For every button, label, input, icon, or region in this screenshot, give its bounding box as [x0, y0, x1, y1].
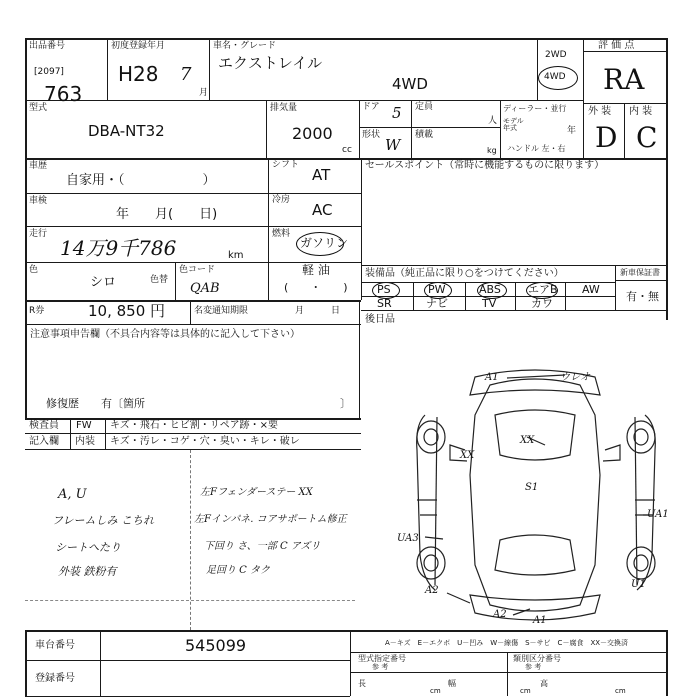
first-reg-label: 初度登録年月 — [111, 41, 166, 51]
year-unit: 年 — [567, 126, 577, 136]
drive-4wd: 4WD — [544, 72, 566, 82]
interior-label: 内装 — [75, 436, 95, 447]
color-code-label: 色コード — [179, 265, 216, 275]
height-unit: cm — [615, 687, 626, 695]
length-unit: cm — [430, 687, 441, 695]
fw-items: キズ・飛石・ヒビ割・リペア跡・×要 — [110, 420, 278, 431]
warranty-label: 新車保証書 — [620, 268, 660, 277]
damage-mark: A2 — [493, 609, 507, 620]
ext-grade: D — [595, 121, 618, 154]
warranty: 有・無 — [626, 290, 659, 303]
color-change-label: 色替 — [150, 275, 169, 285]
mileage-label: 走行 — [29, 229, 48, 239]
width-unit: cm — [520, 687, 531, 695]
car-damage-diagram — [395, 355, 685, 630]
fuel-type: ガソリン — [300, 236, 349, 250]
equipment-label: 装備品（純正品に限り○をつけてください） — [365, 268, 564, 279]
name-change-date: 月 日 — [295, 306, 341, 316]
equip-pw: PW — [428, 283, 446, 296]
type-cert-ref: 参 考 — [372, 663, 389, 671]
car-grade: 4WD — [392, 75, 428, 93]
model-label: 型式 — [29, 103, 48, 113]
chassis-number: 545099 — [185, 636, 247, 655]
repair-history-label: 修復歴 有〔箇所 — [46, 397, 145, 410]
fw-label: FW — [76, 420, 92, 431]
lot-number: 763 — [44, 82, 83, 106]
type-class-ref: 参 考 — [525, 663, 542, 671]
car-name-label: 車名・グレード — [213, 41, 277, 51]
dealer-label: ディーラー・並行 — [503, 104, 567, 113]
name-change-label: 名変通知期限 — [194, 306, 249, 316]
model-year-label: モデル年式 — [503, 117, 524, 132]
load-label: 積載 — [415, 130, 434, 140]
damage-mark: A1 — [533, 615, 547, 626]
color: シロ — [90, 275, 117, 290]
equip-aw: AW — [582, 283, 600, 296]
damage-mark: U1 — [631, 579, 646, 590]
damage-mark: XX — [520, 435, 535, 446]
sales-point-label: セールスポイント（常時に機能するものに限ります） — [365, 160, 605, 171]
chassis-label: 車台番号 — [35, 640, 75, 651]
equip-tv: TV — [482, 297, 497, 310]
length-label: 長 — [358, 679, 366, 688]
damage-mark: UA1 — [647, 509, 669, 520]
note-line: 左Fインパネ. コアサポートム修正 — [194, 514, 347, 525]
caution-label: 注意事項申告欄（不具合内容等は具体的に記入して下さい） — [30, 329, 300, 340]
color-label: 色 — [29, 265, 39, 275]
equip-abs: ABS — [479, 283, 501, 296]
lot-number-label: 出品番号 — [29, 41, 66, 51]
damage-mark: A1 — [485, 372, 499, 383]
aircon-label: 冷房 — [272, 195, 291, 205]
height-label: 高 — [540, 679, 548, 688]
body-shape: W — [385, 136, 401, 154]
width-label: 幅 — [448, 679, 456, 688]
note-line: フレームしみ こちれ — [52, 514, 155, 527]
km-unit: km — [228, 250, 244, 261]
month-unit: 月 — [199, 88, 209, 98]
handle-label: ハンドル 左・右 — [507, 144, 566, 153]
equip-leather: カワ — [531, 297, 553, 310]
note-line: 外装 鉄粉有 — [58, 565, 117, 578]
lot-sub-number: [2097] — [34, 67, 64, 77]
reg-era-year: H28 — [118, 62, 159, 86]
equip-ps: PS — [377, 283, 391, 296]
damage-mark: UA3 — [397, 533, 419, 544]
color-code: QAB — [190, 281, 220, 296]
door-label: ドア — [362, 102, 380, 112]
history-label: 車歴 — [29, 161, 48, 171]
damage-mark: ウレオ — [560, 372, 590, 383]
displacement: 2000 — [292, 124, 333, 143]
int-label: 内 装 — [629, 106, 653, 117]
capacity-label: 定員 — [415, 102, 434, 112]
load-unit: kg — [487, 146, 497, 155]
reg-month: 7 — [180, 64, 192, 85]
note-line: シートへたり — [55, 541, 121, 554]
displacement-label: 排気量 — [270, 103, 298, 113]
mileage: 14万9千786 — [60, 236, 177, 260]
entry-label: 記入欄 — [29, 436, 59, 447]
damage-legend: A－キズ E－エクボ U－凹み W－線傷 S－サビ C－腐食 XX－交換済 — [385, 639, 629, 647]
interior-items: キズ・汚レ・コゲ・穴・臭い・キレ・破レ — [110, 436, 300, 447]
shift-label: シフト — [272, 160, 300, 170]
fuel-diesel: 軽 油 — [302, 263, 330, 277]
shift: AT — [312, 166, 331, 184]
type-class-label: 類別区分番号 — [513, 654, 561, 663]
aircon: AC — [312, 201, 333, 219]
fuel-label: 燃料 — [272, 229, 291, 239]
eval-score: RA — [603, 63, 645, 96]
note-line: 左Fフェンダーステー XX — [200, 487, 313, 498]
fuel-paren: ( ・ ) — [284, 281, 348, 294]
equip-sr: SR — [377, 297, 392, 310]
equip-navi: ナビ — [426, 297, 448, 310]
shape-label: 形状 — [362, 130, 381, 140]
recycle-label: R券 — [29, 306, 45, 316]
note-line: 足回り C タク — [206, 565, 271, 576]
int-grade: C — [636, 121, 658, 154]
car-name: エクストレイル — [218, 54, 323, 72]
eval-label: 評 価 点 — [598, 40, 635, 51]
door-count: 5 — [392, 104, 402, 122]
rear-items-label: 後日品 — [365, 314, 395, 325]
repair-close: 〕 — [340, 397, 351, 410]
vehicle-history: 自家用・（ ） — [66, 173, 216, 188]
note-line: 下回り さ、一部 C アズリ — [204, 541, 321, 552]
drive-2wd: 2WD — [545, 50, 567, 60]
damage-mark: XX — [460, 450, 475, 461]
inspection-date: 年 月( 日) — [116, 207, 218, 222]
registration-label: 登録番号 — [35, 673, 75, 684]
capacity-unit: 人 — [488, 116, 498, 126]
inspector-label: 検査員 — [29, 420, 59, 431]
equip-airbag: エアB — [528, 283, 558, 296]
note-line: A, U — [58, 487, 87, 502]
recycle-fee: 10, 850 円 — [88, 302, 166, 320]
damage-mark: S1 — [525, 482, 539, 493]
damage-mark: A2 — [425, 585, 439, 596]
type-cert-label: 型式指定番号 — [358, 654, 406, 663]
inspection-label: 車検 — [29, 196, 48, 206]
model-code: DBA-NT32 — [88, 122, 165, 140]
ext-label: 外 装 — [588, 106, 612, 117]
cc-unit: cc — [342, 145, 352, 155]
